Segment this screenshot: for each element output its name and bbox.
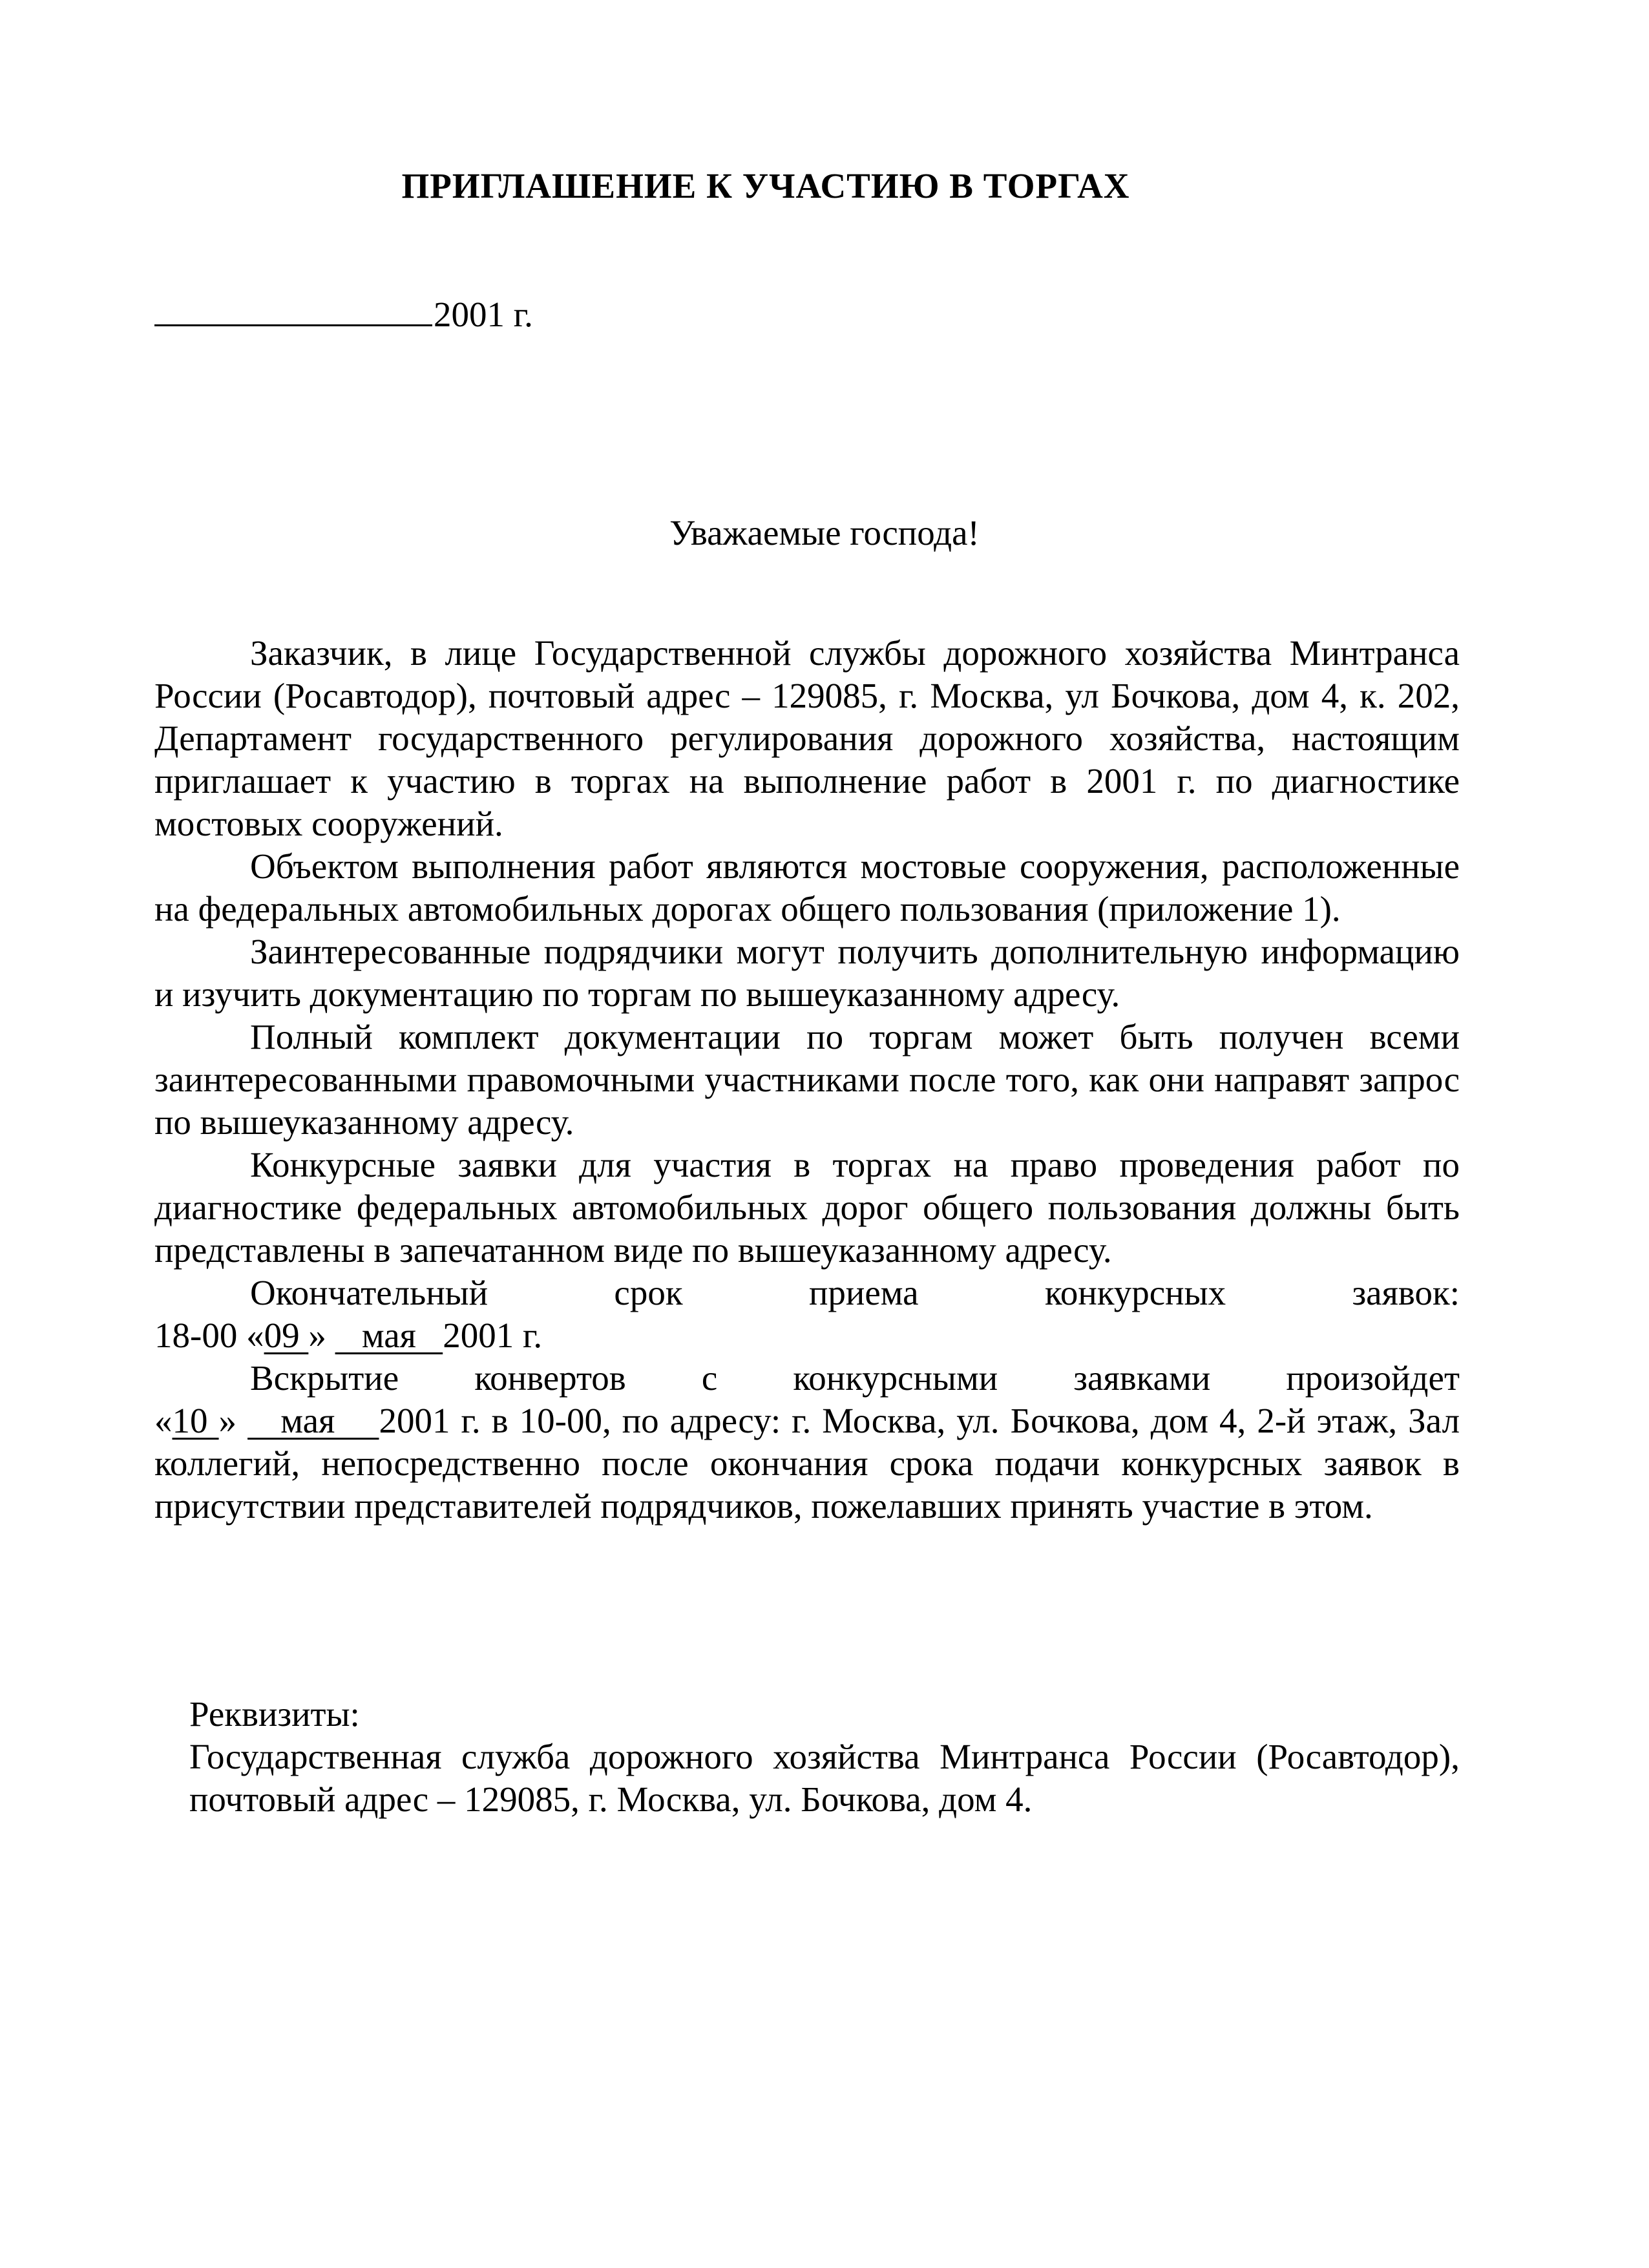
opening-details-text: 2001 г. в 10-00, по адресу: г. Москва, ул. Бочкова, дом 4, 2-й этаж, Зал коллегий, непосредственно после окончания срока подачи конкурсных заявок в присутствии представителей подрядчиков, пожелавших принять участие в этом. (154, 1401, 1460, 1526)
requisites-text: Государственная служба дорожного хозяйства Минтранса России (Росавтодор), почтовый адрес – 129085, г. Москва, ул. Бочкова, дом 4. (189, 1737, 1460, 1819)
paragraph-object: Объектом выполнения работ являются мостовые сооружения, расположенные на федеральных автомобильных дорогах общего пользования (приложение 1). (154, 846, 1460, 929)
deadline-day: 09 (264, 1316, 309, 1355)
document-title: ПРИГЛАШЕНИЕ К УЧАСТИЮ В ТОРГАХ (401, 166, 1130, 205)
letter-body (154, 632, 1460, 1528)
paragraph-deadline-lead: Окончательный срок приема конкурсных заявок: (250, 1273, 1460, 1312)
document-date (154, 284, 533, 341)
opening-day: 10 (172, 1401, 219, 1440)
opening-quote-close: » (218, 1401, 248, 1440)
deadline-month: мая (335, 1316, 443, 1355)
paragraph-opening-details (154, 1400, 1460, 1528)
deadline-quote: » (308, 1316, 335, 1355)
paragraph-deadline-date (154, 1314, 1460, 1357)
deadline-time: 18-00 « (154, 1316, 264, 1355)
deadline-year: 2001 г. (443, 1316, 543, 1355)
paragraph-applications: Конкурсные заявки для участия в торгах на право проведения работ по диагностике федеральных автомобильных дорог общего пользования должны быть представлены в запечатанном виде по вышеуказанному адресу. (154, 1145, 1460, 1270)
opening-quote-open: « (154, 1401, 173, 1440)
salutation: Уважаемые господа! (669, 513, 980, 552)
paragraph-opening-lead: Вскрытие конвертов с конкурсными заявками произойдет (250, 1358, 1460, 1398)
date-year: 2001 г. (434, 295, 533, 334)
paragraph-customer: Заказчик, в лице Государственной службы дорожного хозяйства Минтранса России (Росавтодор), почтовый адрес – 129085, г. Москва, ул Бочкова, дом 4, к. 202, Департамент государственного регулирования дорожного хозяйства, настоящим приглашает к участию в торгах на выполнение работ в 2001 г. по диагностике мостовых сооружений. (154, 633, 1460, 843)
requisites-section (189, 1693, 1460, 1821)
requisites-heading: Реквизиты: (189, 1694, 360, 1734)
paragraph-documentation: Полный комплект документации по торгам может быть получен всеми заинтересованными правомочными участниками после того, как они направят запрос по вышеуказанному адресу. (154, 1017, 1460, 1142)
paragraph-information: Заинтересованные подрядчики могут получить дополнительную информацию и изучить документацию по торгам по вышеуказанному адресу. (154, 932, 1460, 1014)
opening-month: мая (247, 1401, 379, 1440)
date-blank-line (154, 284, 432, 326)
